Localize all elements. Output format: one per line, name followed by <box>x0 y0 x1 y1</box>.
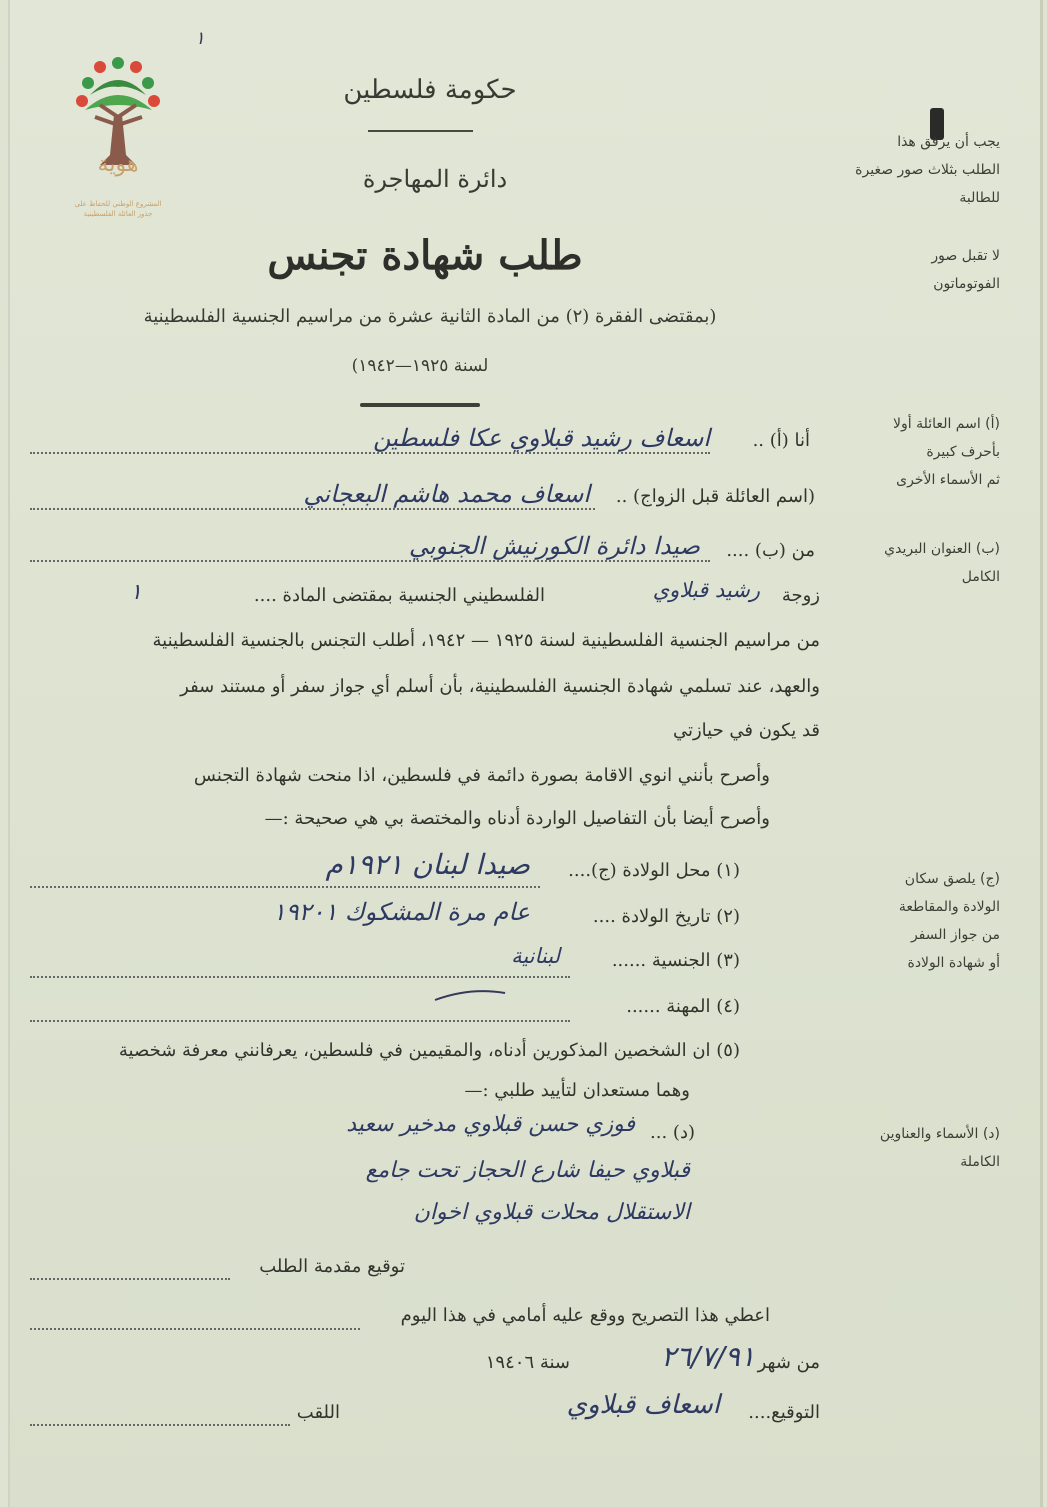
corner-mark: ١ <box>195 28 205 49</box>
item-3-label: (٣) الجنسية ...... <box>611 950 740 971</box>
article-number: ١ <box>130 580 142 605</box>
name-value: اسعاف رشيد قبلاوي عكا فلسطين <box>373 424 710 452</box>
year-label: سنة ١٩٤٠٦ <box>485 1352 570 1373</box>
government-heading: حكومة فلسطين <box>343 75 517 105</box>
item-5-label-2: وهما مستعدان لتأييد طلبي :— <box>464 1080 690 1101</box>
dash-mark <box>430 985 510 1005</box>
month-value: ٢٦/٧/٩١ <box>660 1340 755 1373</box>
address-value: صيدا دائرة الكورنيش الجنوبي <box>408 532 700 560</box>
name-label: أنا (أ) .. <box>752 430 810 451</box>
item-1-label: (١) محل الولادة (ج).... <box>568 860 740 881</box>
referees-line-3: الاستقلال محلات قبلاوي اخوان <box>413 1200 690 1225</box>
husband-value: رشيد قبلاوي <box>652 578 760 602</box>
department-heading: دائرة المهاجرة <box>362 165 508 193</box>
para-4: وأصرح بأنني انوي الاقامة بصورة دائمة في فلسطين، اذا منحت شهادة التجنس <box>193 765 770 786</box>
logo-name: هوية <box>97 152 139 177</box>
item-2-label: (٢) تاريخ الولادة .... <box>592 906 740 927</box>
item-4-label: (٤) المهنة ...... <box>626 996 740 1017</box>
declaration-text: اعطي هذا التصريح ووقع عليه أمامي في هذا اليوم <box>400 1305 770 1326</box>
address-label: من (ب) .... <box>726 540 815 561</box>
photo-note: يجب أن يرفق هذا الطلب بثلاث صور صغيرة للطالبة <box>855 134 1000 206</box>
note-d: (د) الأسماء والعناوين الكاملة <box>879 1126 1000 1170</box>
nationality-value: لبنانية <box>511 944 560 968</box>
form-subtitle: (بمقتضى الفقرة (٢) من المادة الثانية عشرة من مراسيم الجنسية الفلسطينية <box>143 306 717 327</box>
para-3: قد يكون في حيازتي <box>672 720 820 741</box>
divider <box>360 403 480 407</box>
item-4-dotline <box>30 1020 570 1022</box>
month-label: من شهر <box>757 1352 820 1373</box>
title-dotline <box>30 1424 290 1426</box>
form-title: طلب شهادة تجنس <box>267 232 583 279</box>
declaration-dotline <box>30 1328 360 1330</box>
item-3-dotline <box>30 976 570 978</box>
form-years: لسنة ١٩٢٥—١٩٤٢) <box>351 356 489 376</box>
referees-label: (د) ... <box>650 1122 695 1143</box>
title-label: اللقب <box>296 1402 340 1423</box>
wife-label: زوجة <box>781 585 820 606</box>
note-a: (أ) اسم العائلة أولا بأحرف كبيرة ثم الأسماء الأخرى <box>893 416 1000 488</box>
para-1: من مراسيم الجنسية الفلسطينية لسنة ١٩٢٥ — ١٩٤٢، أطلب التجنس بالجنسية الفلسطينية <box>152 630 820 651</box>
maiden-dotline <box>30 508 595 510</box>
divider <box>368 130 473 132</box>
item-1-dotline <box>30 886 540 888</box>
maiden-value: اسعاف محمد هاشم البعجاني <box>303 480 590 508</box>
note-c: (ج) يلصق سكان الولادة والمقاطعة من جواز السفر أو شهادة الولادة <box>898 871 1000 971</box>
photomaton-note: لا تقبل صور الفوتوماتون <box>931 248 1000 292</box>
referees-line-1: فوزي حسن قبلاوي مدخير سعيد <box>346 1112 635 1137</box>
officer-signature: اسعاف قبلاوي <box>566 1390 720 1420</box>
logo-caption-2: جذور العائلة الفلسطينية <box>83 210 153 218</box>
document-page <box>8 0 1043 1507</box>
signature-label: التوقيع.... <box>748 1402 820 1423</box>
note-b: (ب) العنوان البريدي الكامل <box>884 541 1000 585</box>
address-dotline <box>30 560 710 562</box>
item-5-label: (٥) ان الشخصين المذكورين أدناه، والمقيمين في فلسطين، يعرفانني معرفة شخصية <box>118 1040 740 1061</box>
signature-dotline <box>30 1278 230 1280</box>
maiden-label: (اسم العائلة قبل الزواج) .. <box>615 486 815 507</box>
para-2: والعهد، عند تسلمي شهادة الجنسية الفلسطينية، بأن أسلم أي جواز سفر أو مستند سفر <box>180 676 820 697</box>
name-dotline <box>30 452 710 454</box>
applicant-signature-label: توقيع مقدمة الطلب <box>259 1256 405 1277</box>
tree-logo-icon <box>70 40 165 220</box>
para-5: وأصرح أيضا بأن التفاصيل الواردة أدناه والمختصة بي هي صحيحة :— <box>264 808 770 829</box>
birthplace-value: صيدا لبنان ١٩٢١م <box>325 848 530 881</box>
referees-line-2: قبلاوي حيفا شارع الحجاز تحت جامع <box>365 1158 690 1183</box>
logo-caption-1: المشروع الوطني للحفاظ على <box>74 200 162 208</box>
wife-rest: الفلسطيني الجنسية بمقتضى المادة .... <box>253 585 545 606</box>
birthdate-value: عام مرة المشكوك ١٩٢٠١ <box>272 898 530 926</box>
